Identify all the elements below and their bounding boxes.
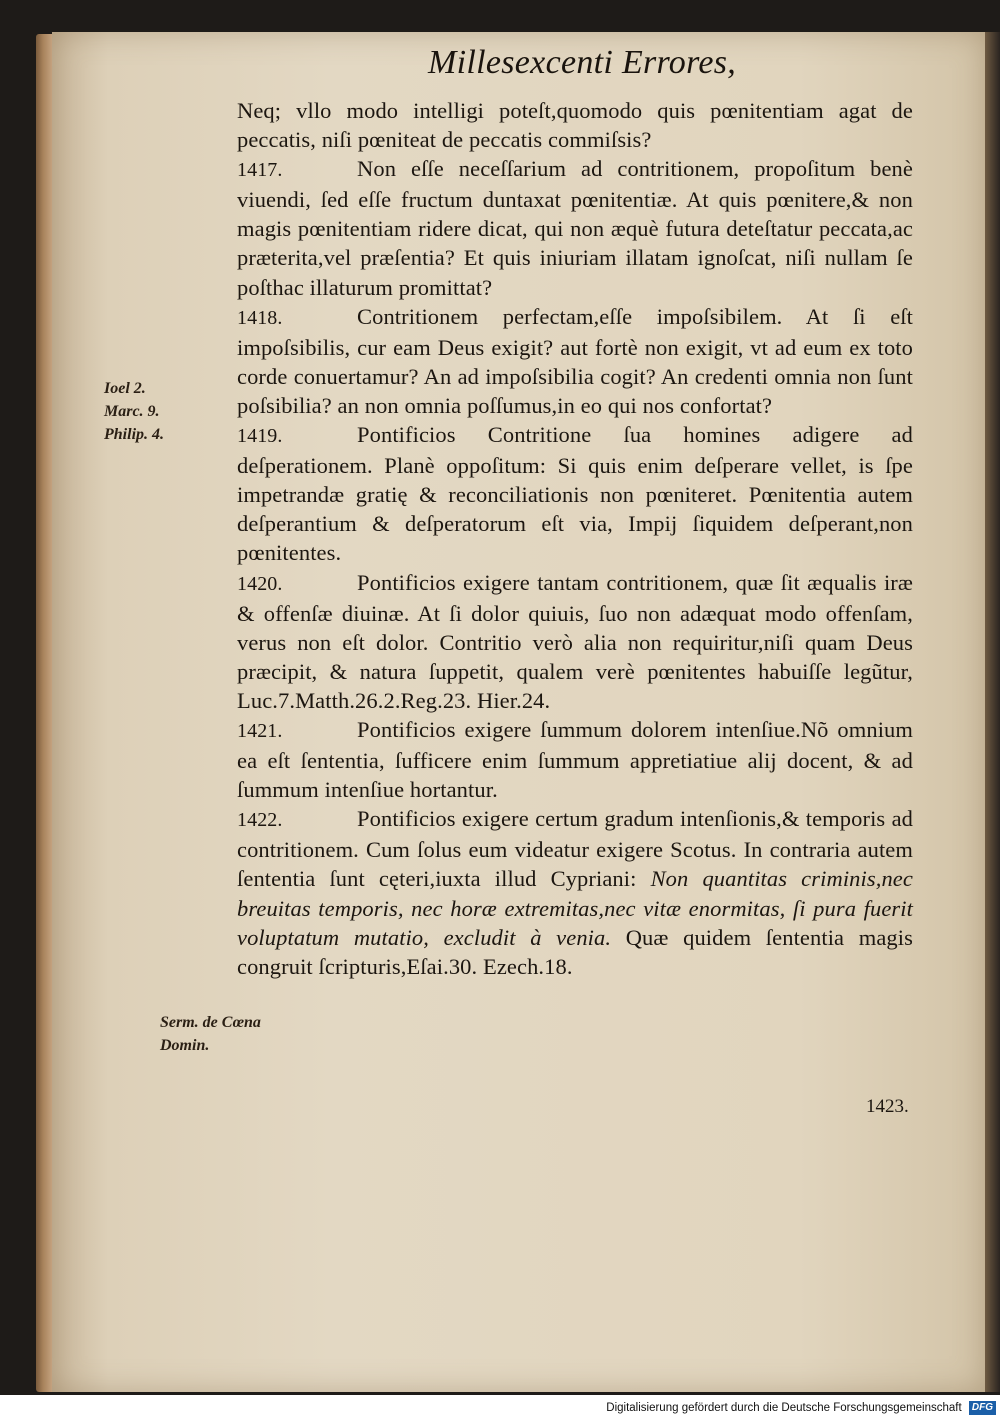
margin-note-sermon — [160, 1011, 290, 1057]
margin-note-line: Philip. 4. — [104, 426, 165, 443]
paragraph-text: Pontificios exigere ſummum dolorem intenſiue.Nõ omnium ea eſt ſententia, ſufficere enim ſummum appretiatiue alij docent, & ad ſummum intenſiue hortantur. — [237, 716, 913, 803]
quote-conclusion: Quæ quidem ſententia magis congruit ſcripturis,Eſai.30. Ezech.18. — [237, 924, 913, 979]
paragraph-text: Neq; vllo modo intelligi poteſt,quomodo quis pœnitentiam agat de peccatis, niſi pœniteat de peccatis commiſsis? — [237, 98, 913, 153]
paragraph-text: Pontificios exigere certum gradum intenſionis,& temporis ad contritionem. Cum ſolus eum videatur exigere Scotus. In contraria autem ſententia ſunt cęteri,iuxta illud Cypriani: — [237, 806, 913, 892]
dfg-logo-icon: DFG — [969, 1401, 996, 1415]
paragraph-number: 1417. — [237, 159, 283, 182]
margin-note-line: Serm. de Cœna — [160, 1014, 261, 1031]
paragraph-1422 — [237, 804, 913, 981]
paragraph-text: Pontificios Contritione ſua homines adigere ad deſperationem. Planè oppoſitum: Si quis enim deſperare vellet, is ſpe impetrandæ gratię & reconciliationis non pœniteret. Pœnitentia autem deſperantium & deſperatorum eſt via, Impij ſiquidem deſperant,non pœnitentes. — [237, 422, 913, 566]
catchword: 1423. — [866, 1096, 909, 1117]
margin-note-line: Domin. — [160, 1037, 210, 1054]
margin-note-line: Marc. 9. — [104, 403, 160, 420]
credit-text: Digitalisierung gefördert durch die Deutsche Forschungsgemeinschaft — [606, 1402, 962, 1414]
paragraph-1417 — [237, 154, 913, 301]
paragraph-1420 — [237, 568, 913, 715]
paragraph-text: Pontificios exigere tantam contritionem, quæ ſit æqualis iræ & offenſæ diuinæ. At ſi dolor quiuis, ſuo non adæquat modo offenſam, verus non eſt dolor. Contritio verò alia non requiritur,niſi quam Deus præcipit, & natura ſuppetit, qualem verè pœnitentes habuiſſe legũtur, Luc.7.Matth.26.2.Reg.23. Hier.24. — [237, 569, 913, 713]
paragraph-number: 1420. — [237, 572, 283, 595]
running-head: Millesexcenti Errores, — [428, 44, 737, 81]
paragraph-1421 — [237, 715, 913, 804]
paragraph-text: Non eſſe neceſſarium ad contritionem, propoſitum benè viuendi, ſed eſſe fructum duntaxat pœnitentiæ. At quis pœnitere,& non magis pœnitentiam ridere dicat, qui non æquè futura deteſtatur peccata,ac præterita,vel præſentia? Et quis iniuriam illatam ignoſcat, niſi nullam ſe poſthac illaturum promittat? — [237, 156, 913, 300]
cyprian-quote: Non quantitas criminis,nec breuitas temporis, nec horæ extremitas,nec vitæ enormitas, ſi pura fuerit voluptatum mutatio, excludit à venia. — [237, 866, 913, 950]
margin-note-line: Ioel 2. — [104, 380, 146, 397]
paragraph-1419 — [237, 420, 913, 567]
paragraph-number: 1421. — [237, 719, 283, 742]
paragraph-number: 1422. — [237, 809, 283, 832]
paragraph-continuation — [237, 96, 913, 154]
page-right-edge — [985, 32, 1000, 1392]
paragraph-number: 1418. — [237, 306, 283, 329]
paragraph-1418 — [237, 302, 913, 420]
digitization-credit — [600, 1398, 996, 1418]
margin-note-scripture — [104, 377, 234, 446]
paragraph-number: 1419. — [237, 425, 283, 448]
paragraph-text: Contritionem perfectam,eſſe impoſsibilem. At ſi eſt impoſsibilis, cur eam Deus exigit? aut fortè non exigit, vt ad eum ex toto corde conuertamur? An ad impoſsibilia cogit? An credenti omnia non ſunt poſsibilia? an non omnia poſſumus,in eo qui nos confortat? — [237, 303, 913, 418]
body-text — [237, 96, 913, 981]
